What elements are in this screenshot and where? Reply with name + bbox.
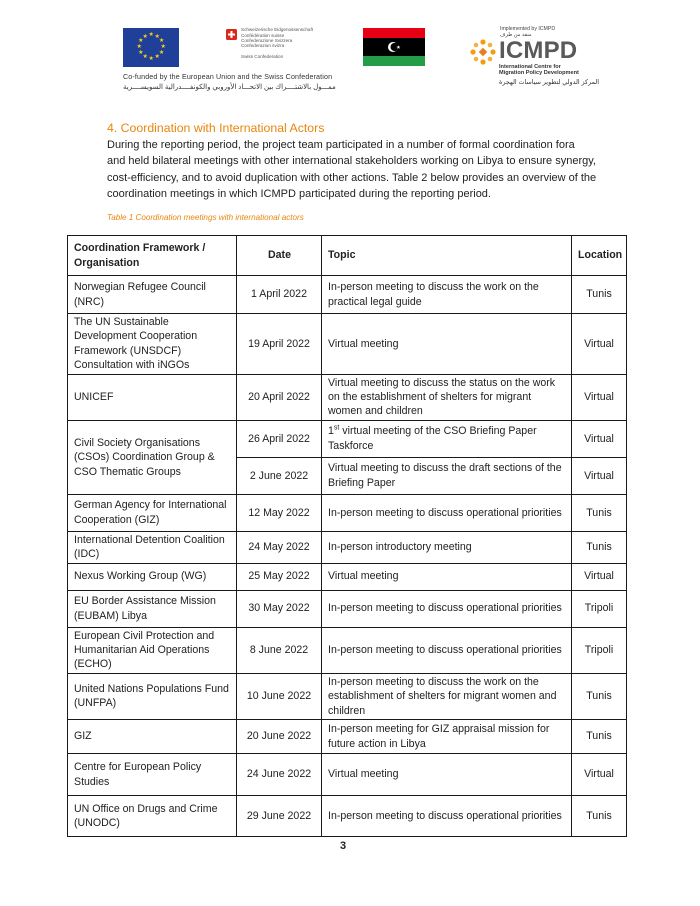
implemented-by-label: Implemented by ICMPD xyxy=(500,26,556,32)
cell-topic: Virtual meeting xyxy=(322,563,572,590)
cell-location: Tunis xyxy=(572,796,627,837)
cell-organisation: International Detention Coalition (IDC) xyxy=(68,531,237,563)
cell-location: Virtual xyxy=(572,420,627,457)
swiss-cross-icon xyxy=(226,29,237,40)
cell-topic: In-person meeting to discuss operational priorities xyxy=(322,590,572,627)
eu-star-icon: ★ xyxy=(158,38,165,44)
cell-topic: Virtual meeting xyxy=(322,754,572,796)
cell-organisation: GIZ xyxy=(68,720,237,754)
cell-topic: Virtual meeting xyxy=(322,314,572,375)
cell-organisation: Centre for European Policy Studies xyxy=(68,754,237,796)
topic-ordinal: 1 xyxy=(328,425,334,438)
cell-date: 20 April 2022 xyxy=(237,374,322,420)
table-row xyxy=(68,673,627,719)
header-date: Date xyxy=(237,236,322,276)
table-row xyxy=(68,374,627,420)
cell-location: Virtual xyxy=(572,754,627,796)
cell-date: 24 June 2022 xyxy=(237,754,322,796)
icmpd-arabic-name: المركز الدولي لتطوير سياسات الهجرة xyxy=(499,79,599,86)
eu-star-icon: ★ xyxy=(160,44,166,50)
swiss-line: Confederazione Svizzera xyxy=(241,38,293,43)
cell-date: 12 May 2022 xyxy=(237,494,322,531)
paragraph-line: and held bilateral meetings with other international stakeholders working on Libya to ensure synergy, xyxy=(107,155,596,168)
table-row xyxy=(68,796,627,837)
cell-location: Tunis xyxy=(572,494,627,531)
implemented-by-arabic-label: منفذ من طرف xyxy=(500,32,532,38)
cell-organisation: UNICEF xyxy=(68,374,237,420)
cell-location: Virtual xyxy=(572,457,627,494)
cell-organisation: EU Border Assistance Mission (EUBAM) Libya xyxy=(68,590,237,627)
cell-location: Virtual xyxy=(572,314,627,375)
cell-organisation: Civil Society Organisations (CSOs) Coordination Group & CSO Thematic Groups xyxy=(68,420,237,494)
cell-location: Tunis xyxy=(572,276,627,314)
icmpd-full-line: Migration Policy Development xyxy=(499,70,579,77)
cell-topic: In-person meeting to discuss the work on the practical legal guide xyxy=(322,276,572,314)
cell-date: 2 June 2022 xyxy=(237,457,322,494)
eu-star-icon: ★ xyxy=(136,44,142,50)
table-caption: Table 1 Coordination meetings with international actors xyxy=(107,213,304,222)
table-row xyxy=(68,590,627,627)
cofunded-statement-arabic: ممـــول بالاشتــــراك بين الاتحـــاد الأوروبي والكونفــــدرالية السويســــرية xyxy=(123,84,336,91)
cell-topic xyxy=(322,420,572,457)
table-row xyxy=(68,420,627,457)
cell-location: Tunis xyxy=(572,673,627,719)
table-row xyxy=(68,720,627,754)
eu-star-icon: ★ xyxy=(158,50,165,56)
cell-date: 24 May 2022 xyxy=(237,531,322,563)
topic-ordinal-suffix: st xyxy=(333,424,340,432)
cell-organisation: United Nations Populations Fund (UNFPA) xyxy=(68,673,237,719)
topic-text: virtual meeting of the CSO Briefing Paper Taskforce xyxy=(328,425,537,452)
cell-location: Tunis xyxy=(572,531,627,563)
cell-location: Tripoli xyxy=(572,627,627,673)
swiss-line: Confederaziun svizra xyxy=(241,43,285,48)
cell-date: 19 April 2022 xyxy=(237,314,322,375)
eu-star-icon: ★ xyxy=(138,50,144,56)
icmpd-full-name xyxy=(499,64,579,76)
eu-star-icon: ★ xyxy=(154,54,160,61)
icmpd-wordmark: ICMPD xyxy=(499,37,578,64)
intro-paragraph xyxy=(107,137,599,203)
cell-date: 30 May 2022 xyxy=(237,590,322,627)
cell-topic: In-person meeting to discuss the work on the establishment of shelters for migrant women and children xyxy=(322,673,572,719)
table-row xyxy=(68,563,627,590)
swiss-line: Confédération suisse xyxy=(241,33,285,38)
cell-topic: In-person meeting to discuss operational priorities xyxy=(322,796,572,837)
cell-date: 10 June 2022 xyxy=(237,673,322,719)
eu-star-icon: ★ xyxy=(154,33,160,40)
icmpd-full-line: International Centre for xyxy=(499,64,561,70)
table-row xyxy=(68,754,627,796)
eu-star-icon: ★ xyxy=(148,56,154,62)
cell-date: 26 April 2022 xyxy=(237,420,322,457)
header-organisation: Coordination Framework / Organisation xyxy=(68,236,237,276)
paragraph-line: During the reporting period, the project team participated in a number of formal coordination fora xyxy=(107,139,575,151)
eu-star-icon: ★ xyxy=(142,33,148,40)
cell-organisation: European Civil Protection and Humanitarian Aid Operations (ECHO) xyxy=(68,627,237,673)
swiss-line: Schweizerische Eidgenossenschaft xyxy=(241,27,314,32)
table-row xyxy=(68,494,627,531)
cell-organisation: Norwegian Refugee Council (NRC) xyxy=(68,276,237,314)
table-header-row xyxy=(68,236,627,276)
paragraph-line: cost-efficiency, and to avoid duplication with other actions. Table 2 below provides an overview of the xyxy=(107,171,597,184)
cell-location: Tripoli xyxy=(572,590,627,627)
header-location: Location xyxy=(572,236,627,276)
icmpd-emblem-icon xyxy=(470,39,496,65)
cell-organisation: Nexus Working Group (WG) xyxy=(68,563,237,590)
icmpd-logo xyxy=(470,26,610,90)
cell-organisation: UN Office on Drugs and Crime (UNODC) xyxy=(68,796,237,837)
header-topic: Topic xyxy=(322,236,572,276)
cell-organisation: The UN Sustainable Development Cooperation Framework (UNSDCF) Consultation with iNGOs xyxy=(68,314,237,375)
cell-date: 8 June 2022 xyxy=(237,627,322,673)
cell-topic: In-person introductory meeting xyxy=(322,531,572,563)
cell-topic: Virtual meeting to discuss the draft sections of the Briefing Paper xyxy=(322,457,572,494)
cell-location: Virtual xyxy=(572,563,627,590)
cell-organisation: German Agency for International Cooperation (GIZ) xyxy=(68,494,237,531)
cell-topic: In-person meeting to discuss operational priorities xyxy=(322,627,572,673)
cell-date: 25 May 2022 xyxy=(237,563,322,590)
cell-topic: In-person meeting to discuss operational priorities xyxy=(322,494,572,531)
cell-topic: In-person meeting for GIZ appraisal mission for future action in Libya xyxy=(322,720,572,754)
cofunded-statement: Co-funded by the European Union and the Swiss Confederation xyxy=(123,73,333,81)
table-row xyxy=(68,627,627,673)
cell-location: Virtual xyxy=(572,374,627,420)
page-number: 3 xyxy=(340,840,347,852)
eu-star-icon: ★ xyxy=(138,38,144,44)
eu-flag-logo xyxy=(123,28,179,67)
eu-star-icon: ★ xyxy=(148,32,154,38)
paragraph-line: coordination meetings in which ICMPD participated during the reporting period. xyxy=(107,188,491,201)
coordination-meetings-table xyxy=(67,235,627,837)
swiss-confederation-logo xyxy=(226,27,336,67)
table-row xyxy=(68,276,627,314)
swiss-line: Swiss Confederation xyxy=(241,54,284,59)
cell-location: Tunis xyxy=(572,720,627,754)
cell-date: 1 April 2022 xyxy=(237,276,322,314)
cell-date: 29 June 2022 xyxy=(237,796,322,837)
table-row xyxy=(68,314,627,375)
cell-date: 20 June 2022 xyxy=(237,720,322,754)
eu-star-icon: ★ xyxy=(142,54,148,61)
table-row xyxy=(68,531,627,563)
section-heading: 4. Coordination with International Actors xyxy=(107,121,325,135)
libya-flag-logo xyxy=(363,28,425,66)
cell-topic: Virtual meeting to discuss the status on the work on the establishment of shelters for migrant women and children xyxy=(322,374,572,420)
